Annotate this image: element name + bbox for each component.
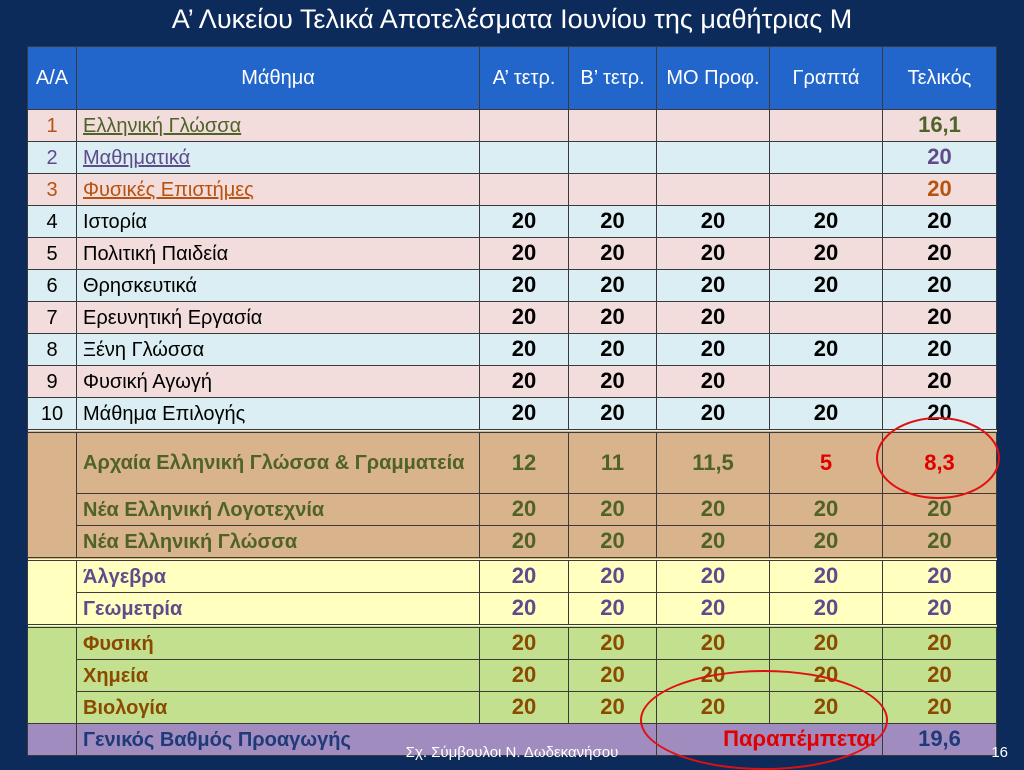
a-term-grade: 20 [480,494,569,526]
b-term-grade: 20 [569,494,657,526]
table-row [28,431,997,494]
b-term-grade: 20 [569,238,657,270]
written-grade [770,174,883,206]
b-term-grade: 20 [569,526,657,560]
table-row [28,270,997,302]
table-row [28,398,997,432]
subject-name: Φυσική [77,626,480,660]
a-term-grade: 20 [480,270,569,302]
final-grade: 16,1 [883,110,997,142]
final-grade: 20 [883,398,997,432]
final-grade: 20 [883,559,997,593]
row-index: 7 [28,302,77,334]
final-grade: 20 [883,626,997,660]
final-grade: 20 [883,174,997,206]
subject-name: Ερευνητική Εργασία [77,302,480,334]
group-math-marker [28,559,77,626]
final-grade: 20 [883,494,997,526]
final-grade: 20 [883,238,997,270]
table-row [28,366,997,398]
final-grade: 20 [883,593,997,627]
b-term-grade: 11 [569,431,657,494]
a-term-grade: 20 [480,559,569,593]
header-aa: Α/Α [28,47,77,110]
summary-label: Γενικός Βαθμός Προαγωγής [77,724,657,756]
b-term-grade: 20 [569,270,657,302]
written-grade: 20 [770,206,883,238]
b-term-grade: 20 [569,626,657,660]
mo-grade: 20 [657,692,770,724]
summary-status: Παραπέμπεται [657,724,883,756]
slide-title: Α’ Λυκείου Τελικά Αποτελέσματα Ιουνίου της μαθήτριας Μ [171,4,853,34]
table-row [28,110,997,142]
b-term-grade: 20 [569,692,657,724]
header-subject: Μάθημα [77,47,480,110]
b-term-grade [569,174,657,206]
subject-name: Φυσική Αγωγή [77,366,480,398]
subject-name: Ξένη Γλώσσα [77,334,480,366]
mo-grade: 20 [657,302,770,334]
subject-name: Νέα Ελληνική Λογοτεχνία [77,494,480,526]
footer-text: Σχ. Σύμβουλοι Ν. Δωδεκανήσου [405,744,619,761]
final-grade: 8,3 [883,431,997,494]
final-grade: 20 [883,660,997,692]
row-index: 9 [28,366,77,398]
a-term-grade [480,142,569,174]
mo-grade [657,174,770,206]
a-term-grade: 20 [480,626,569,660]
header-mo: ΜΟ Προφ. [657,47,770,110]
b-term-grade: 20 [569,206,657,238]
written-grade [770,110,883,142]
final-grade: 20 [883,692,997,724]
subject-name: Βιολογία [77,692,480,724]
mo-grade: 20 [657,559,770,593]
subject-name: Μάθημα Επιλογής [77,398,480,432]
mo-grade: 20 [657,366,770,398]
row-index: 2 [28,142,77,174]
mo-grade [657,142,770,174]
mo-grade: 20 [657,526,770,560]
written-grade: 20 [770,238,883,270]
table-row [28,174,997,206]
summary-grade: 19,6 [883,724,997,756]
a-term-grade [480,174,569,206]
row-index: 3 [28,174,77,206]
row-index: 10 [28,398,77,432]
table-header-row [28,47,997,110]
grades-table [27,46,997,756]
mo-grade [657,110,770,142]
a-term-grade: 20 [480,692,569,724]
header-a-term: Α’ τετρ. [480,47,569,110]
row-index: 4 [28,206,77,238]
written-grade: 20 [770,660,883,692]
subject-name: Ελληνική Γλώσσα [77,110,480,142]
row-index: 1 [28,110,77,142]
final-grade: 20 [883,526,997,560]
a-term-grade: 20 [480,206,569,238]
b-term-grade: 20 [569,302,657,334]
header-b-term: Β’ τετρ. [569,47,657,110]
b-term-grade: 20 [569,398,657,432]
b-term-grade: 20 [569,366,657,398]
mo-grade: 11,5 [657,431,770,494]
a-term-grade: 20 [480,238,569,270]
mo-grade: 20 [657,660,770,692]
written-grade: 20 [770,626,883,660]
subject-name: Γεωμετρία [77,593,480,627]
mo-grade: 20 [657,270,770,302]
b-term-grade: 20 [569,593,657,627]
written-grade: 20 [770,692,883,724]
written-grade: 20 [770,334,883,366]
subject-name: Χημεία [77,660,480,692]
table-row [28,526,997,560]
written-grade [770,142,883,174]
mo-grade: 20 [657,626,770,660]
final-grade: 20 [883,302,997,334]
b-term-grade: 20 [569,559,657,593]
b-term-grade [569,142,657,174]
header-written: Γραπτά [770,47,883,110]
mo-grade: 20 [657,593,770,627]
table-row [28,559,997,593]
table-row [28,142,997,174]
subject-name: Αρχαία Ελληνική Γλώσσα & Γραμματεία [77,431,480,494]
row-index: 5 [28,238,77,270]
written-grade: 20 [770,593,883,627]
a-term-grade: 20 [480,526,569,560]
table-row [28,593,997,627]
written-grade: 20 [770,270,883,302]
b-term-grade: 20 [569,334,657,366]
subject-name: Θρησκευτικά [77,270,480,302]
mo-grade: 20 [657,206,770,238]
a-term-grade: 12 [480,431,569,494]
b-term-grade [569,110,657,142]
a-term-grade [480,110,569,142]
table-row [28,660,997,692]
written-grade: 20 [770,398,883,432]
a-term-grade: 20 [480,593,569,627]
subject-name: Φυσικές Επιστήμες [77,174,480,206]
written-grade [770,302,883,334]
final-grade: 20 [883,206,997,238]
table-row [28,302,997,334]
subject-name: Πολιτική Παιδεία [77,238,480,270]
mo-grade: 20 [657,238,770,270]
page-number: 16 [991,744,1008,761]
a-term-grade: 20 [480,334,569,366]
mo-grade: 20 [657,334,770,366]
table-row [28,238,997,270]
written-grade: 20 [770,494,883,526]
written-grade: 20 [770,526,883,560]
a-term-grade: 20 [480,660,569,692]
subject-name: Νέα Ελληνική Γλώσσα [77,526,480,560]
written-grade: 5 [770,431,883,494]
mo-grade: 20 [657,398,770,432]
table-row [28,494,997,526]
subject-name: Ιστορία [77,206,480,238]
table-row [28,334,997,366]
group-greek-marker [28,431,77,559]
table-row [28,206,997,238]
group-science-marker [28,626,77,724]
final-grade: 20 [883,334,997,366]
a-term-grade: 20 [480,398,569,432]
mo-grade: 20 [657,494,770,526]
a-term-grade: 20 [480,302,569,334]
written-grade [770,366,883,398]
row-index: 8 [28,334,77,366]
header-final: Τελικός [883,47,997,110]
subject-name: Μαθηματικά [77,142,480,174]
final-grade: 20 [883,142,997,174]
a-term-grade: 20 [480,366,569,398]
final-grade: 20 [883,366,997,398]
b-term-grade: 20 [569,660,657,692]
table-row [28,626,997,660]
row-index: 6 [28,270,77,302]
subject-name: Άλγεβρα [77,559,480,593]
written-grade: 20 [770,559,883,593]
final-grade: 20 [883,270,997,302]
table-row [28,692,997,724]
